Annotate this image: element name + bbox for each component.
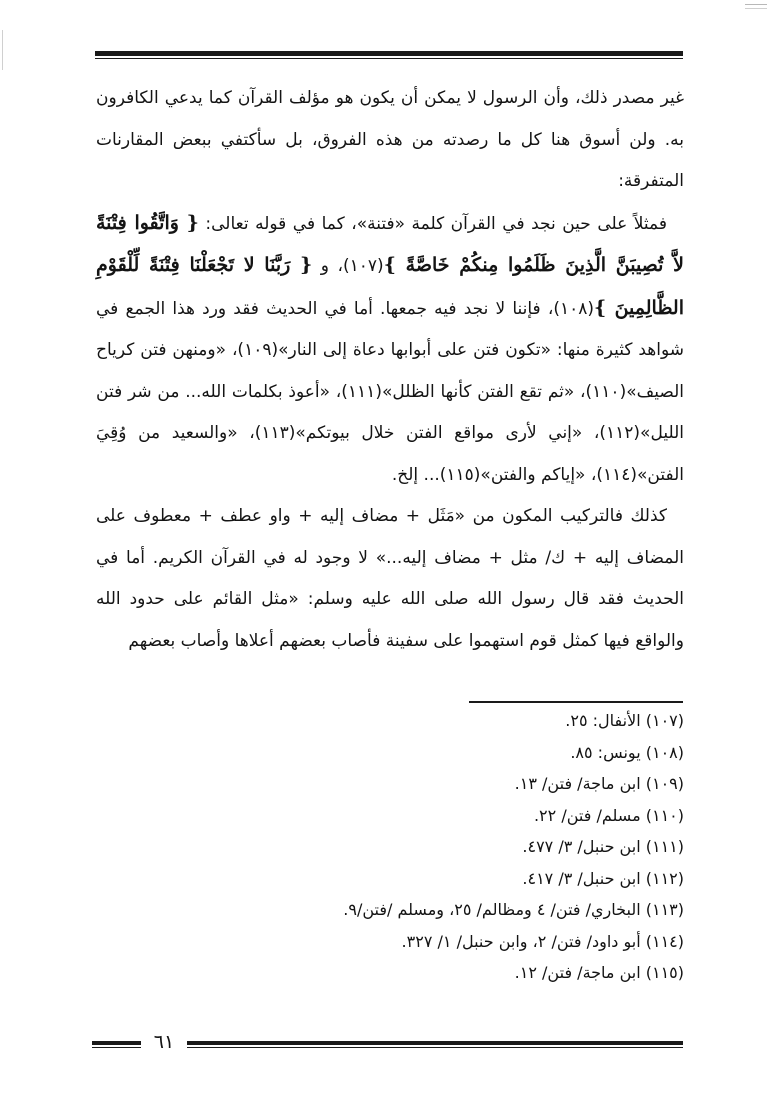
- footnote-110: (١١٠) مسلم/ فتن/ ٢٢.: [533, 805, 684, 825]
- header-rule-thin: [95, 58, 683, 59]
- quran-verse-2: { رَبَّنَا لا تَجْعَلْنَا فِتْنَةً لِّلْقَوْمِ الظَّالِمِينَ }: [96, 254, 684, 319]
- page-footer: [92, 1031, 683, 1053]
- footnote-separator: [469, 701, 683, 703]
- footnote-114: (١١٤) أبو داود/ فتن/ ٢، وابن حنبل/ ١/ ٣٢٧.: [401, 931, 684, 951]
- scan-edge-mark: [745, 8, 767, 9]
- footer-rule-long-thin: [187, 1047, 683, 1048]
- hadith-examples: (١٠٨)، فإننا لا نجد فيه جمعها. أما في الحديث فقد ورد هذا الجمع في شواهد كثيرة منها: «تكون فتن على أبوابها دعاة إلى النار»(١٠٩)، «ومنهن فتن كرياح الصيف»(١١٠)، «ثم تقع الفتن كأنها الظلل»(١١١)، «أعوذ بكلمات الله... من شر فتن الليل»(١١٢)، «إني لأرى مواقع الفتن خلال بيوتكم»(١١٣)، «والسعيد من وُقِيَ الفتن»(١١٤)، «إياكم والفتن»(١١٥)... إلخ.: [96, 298, 684, 485]
- footer-rule-short: [92, 1041, 141, 1045]
- footnote-115: (١١٥) ابن ماجة/ فتن/ ١٢.: [514, 963, 684, 982]
- footnote-111: (١١١) ابن حنبل/ ٣/ ٤٧٧.: [522, 837, 684, 856]
- paragraph-example-lead: فمثلاً على حين نجد في القرآن كلمة «فتنة»، كما في قوله تعالى:: [205, 213, 667, 234]
- footer-rule-long: [187, 1041, 683, 1045]
- paragraph-construction-text: كذلك فالتركيب المكون من «مَثَل + مضاف إليه + واو عطف + معطوف على المضاف إليه + ك/ مثل + مضاف إليه...» لا وجود له في القرآن الكريم. أما في الحديث فقد قال رسول الله صلى الله عليه وسلم: «مثل القائم على حدود الله والواقع فيها كمثل قوم استهموا على سفينة فأصاب بعضهم أعلاها وأصاب بعضهم: [96, 506, 684, 651]
- scan-edge-mark: [2, 30, 3, 70]
- footnotes-list: [96, 705, 684, 989]
- paragraph-construction: [96, 496, 684, 662]
- footnote-107: (١٠٧) الأنفال: ٢٥.: [565, 711, 684, 730]
- body-text: [96, 78, 684, 662]
- footnote-112: (١١٢) ابن حنبل/ ٣/ ٤١٧.: [522, 868, 684, 888]
- quran-verse-1: { وَاتَّقُوا فِتْنَةً لاَّ تُصِيبَنَّ الَّذِينَ ظَلَمُوا مِنكُمْ خَاصَّةً }: [96, 211, 685, 276]
- paragraph-example: [96, 203, 684, 497]
- page-number: ٦١: [153, 1031, 175, 1053]
- paragraph-intro: غير مصدر ذلك، وأن الرسول لا يمكن أن يكون هو مؤلف القرآن كما يدعي الكافرون به. ولن أسوق هنا كل ما رصدته من هذه الفروق، بل سأكتفي ببعض المقارنات المتفرقة:: [96, 88, 684, 191]
- header-rule: [95, 51, 683, 56]
- verse-1-ref: (١٠٧)، و: [320, 256, 384, 276]
- footnote-109: (١٠٩) ابن ماجة/ فتن/ ١٣.: [514, 774, 684, 793]
- footnote-113: (١١٣) البخاري/ فتن/ ٤ ومظالم/ ٢٥، ومسلم /فتن/٩.: [343, 900, 684, 919]
- scan-edge-mark: [745, 4, 767, 5]
- footer-rule-short-thin: [92, 1047, 141, 1048]
- footnote-108: (١٠٨) يونس: ٨٥.: [570, 742, 684, 762]
